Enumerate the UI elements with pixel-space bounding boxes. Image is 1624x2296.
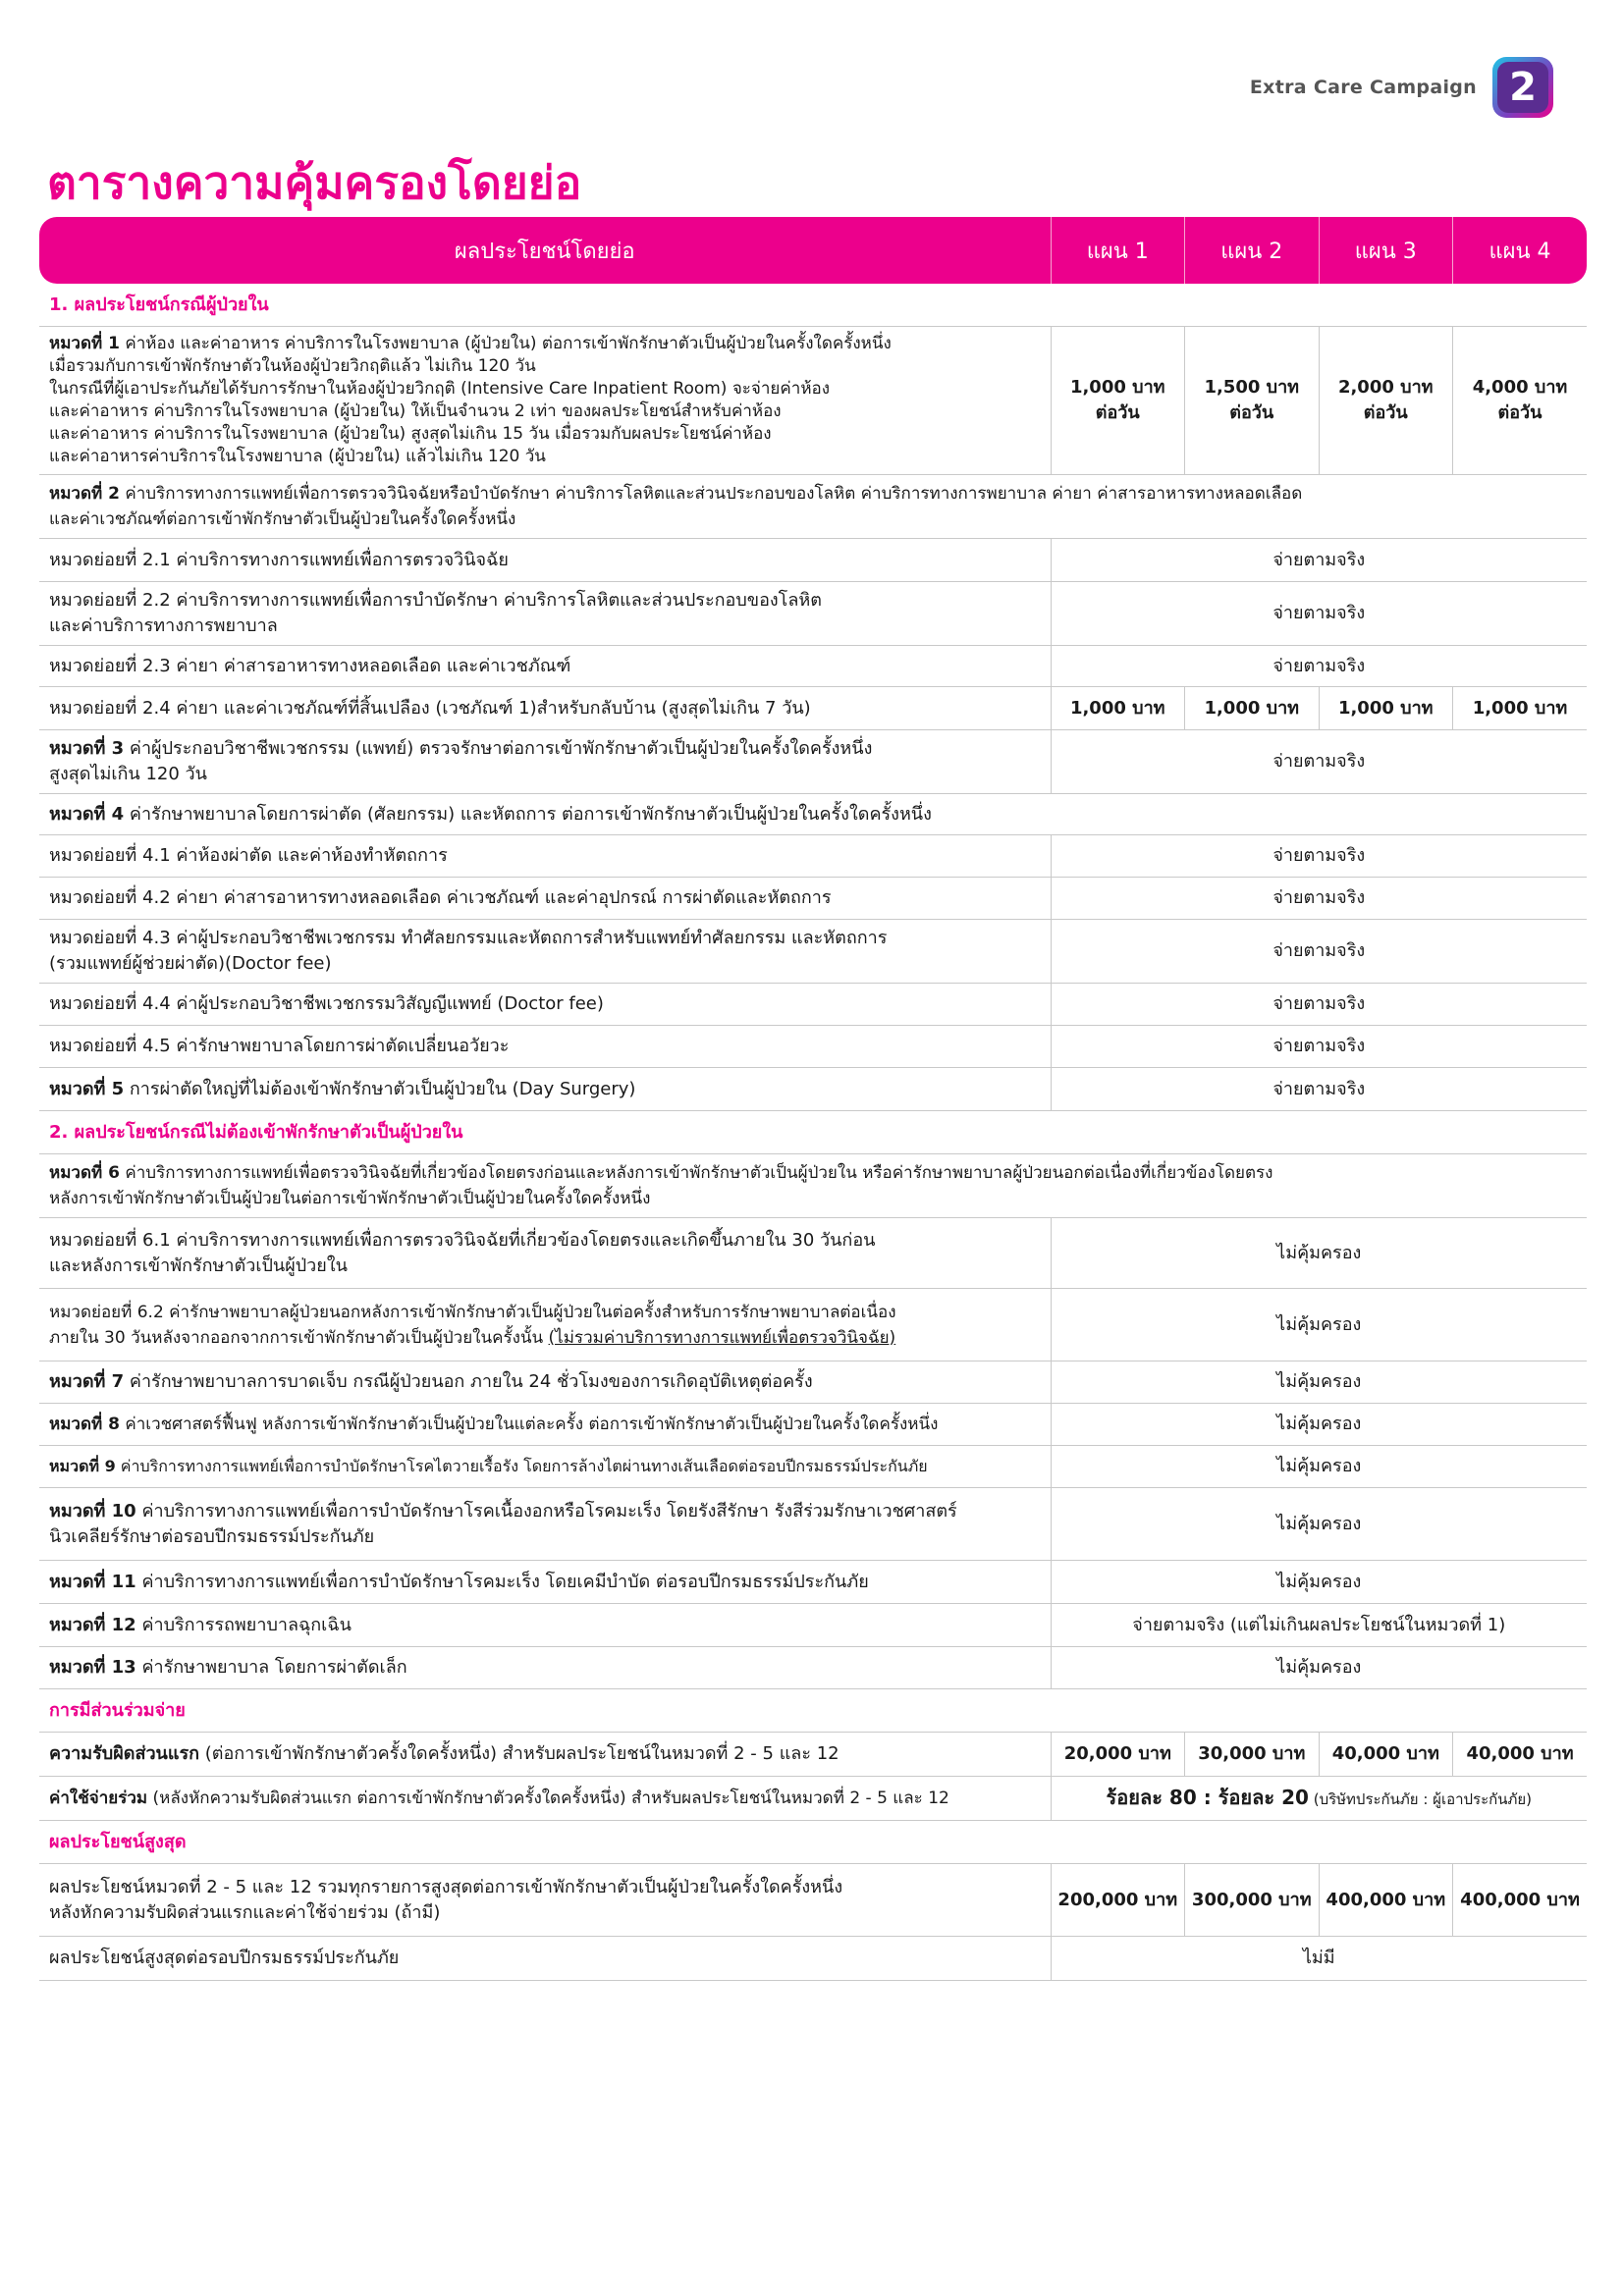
- table-row-4-4: หมวดย่อยที่ 4.4 ค่าผู้ประกอบวิชาชีพเวชกรรมวิสัญญีแพทย์ (Doctor fee) จ่ายตามจริง: [39, 984, 1587, 1026]
- page-title: ตารางความคุ้มครองโดยย่อ: [47, 156, 582, 209]
- table-row-6-1: หมวดย่อยที่ 6.1 ค่าบริการทางการแพทย์เพื่อการตรวจวินิจฉัยที่เกี่ยวข้องโดยตรงและเกิดขึ้นภายใน 30 วันก่อน และหลังการเข้าพักรักษาตัวเป็นผู้ป่วยใน ไม่คุ้มครอง: [39, 1218, 1587, 1289]
- page-number-badge: [1492, 57, 1553, 118]
- table-row-2-4: หมวดย่อยที่ 2.4 ค่ายา และค่าเวชภัณฑ์ที่สิ้นเปลือง (เวชภัณฑ์ 1)สำหรับกลับบ้าน (สูงสุดไม่เกิน 7 วัน) 1,000 บาท 1,000 บาท 1,000 บาท 1,000 บาท: [39, 687, 1587, 730]
- value-category-10: ไม่คุ้มครอง: [1051, 1488, 1587, 1561]
- max-plan-3: 400,000 บาท: [1319, 1864, 1453, 1937]
- table-row-category-7: หมวดที่ 7 ค่ารักษาพยาบาลการบาดเจ็บ กรณีผู้ป่วยนอก ภายใน 24 ชั่วโมงของการเกิดอุบัติเหตุต่อครั้ง ไม่คุ้มครอง: [39, 1362, 1587, 1404]
- table-row-category-6: หมวดที่ 6 ค่าบริการทางการแพทย์เพื่อตรวจวินิจฉัยที่เกี่ยวข้องโดยตรงก่อนและหลังการเข้าพักรักษาตัวเป็นผู้ป่วยใน หรือค่ารักษาพยาบาลผู้ป่วยนอกต่อเนื่องที่เกี่ยวข้องโดยตรง หลังการเข้าพักรักษาตัวเป็นผู้ป่วยในต่อการเข้าพักรักษาตัวเป็นผู้ป่วยในครั้งใดครั้งหนึ่ง: [39, 1154, 1587, 1218]
- table-row-category-4: หมวดที่ 4 ค่ารักษาพยาบาลโดยการผ่าตัด (ศัลยกรรม) และหัตถการ ต่อการเข้าพักรักษาตัวเป็นผู้ป่วยในครั้งใดครั้งหนึ่ง: [39, 794, 1587, 835]
- value-6-2: ไม่คุ้มครอง: [1051, 1289, 1587, 1362]
- value-4-5: จ่ายตามจริง: [1051, 1026, 1587, 1068]
- max-plan-2: 300,000 บาท: [1185, 1864, 1320, 1937]
- section-cost-sharing: การมีส่วนร่วมจ่าย: [39, 1689, 1587, 1733]
- table-row-category-13: หมวดที่ 13 ค่ารักษาพยาบาล โดยการผ่าตัดเล็ก ไม่คุ้มครอง: [39, 1647, 1587, 1689]
- deductible-plan-4: 40,000 บาท: [1453, 1733, 1588, 1777]
- value-category-8: ไม่คุ้มครอง: [1051, 1404, 1587, 1446]
- table-row-max-per-admission: ผลประโยชน์หมวดที่ 2 - 5 และ 12 รวมทุกรายการสูงสุดต่อการเข้าพักรักษาตัวเป็นผู้ป่วยในครั้งใดครั้งหนึ่ง หลังหักความรับผิดส่วนแรกและค่าใช้จ่ายร่วม (ถ้ามี) 200,000 บาท 300,000 บาท 400,000 บาท 400,000 บาท: [39, 1864, 1587, 1937]
- category-1-plan-2: 1,500 บาท ต่อวัน: [1185, 327, 1320, 475]
- table-header-row: [39, 217, 1587, 284]
- table-row-category-5: หมวดที่ 5 การผ่าตัดใหญ่ที่ไม่ต้องเข้าพักรักษาตัวเป็นผู้ป่วยใน (Day Surgery) จ่ายตามจริง: [39, 1068, 1587, 1111]
- table-row-category-1: [39, 327, 1587, 475]
- table-row-2-3: หมวดย่อยที่ 2.3 ค่ายา ค่าสารอาหารทางหลอดเลือด และค่าเวชภัณฑ์ จ่ายตามจริง: [39, 646, 1587, 687]
- value-2-4-plan-3: 1,000 บาท: [1319, 687, 1453, 730]
- section-maximum-benefit: ผลประโยชน์สูงสุด: [39, 1821, 1587, 1864]
- value-category-5: จ่ายตามจริง: [1051, 1068, 1587, 1111]
- deductible-plan-3: 40,000 บาท: [1319, 1733, 1453, 1777]
- value-4-2: จ่ายตามจริง: [1051, 878, 1587, 920]
- deductible-plan-2: 30,000 บาท: [1185, 1733, 1320, 1777]
- table-row-4-3: หมวดย่อยที่ 4.3 ค่าผู้ประกอบวิชาชีพเวชกรรม ทำศัลยกรรมและหัตถการสำหรับแพทย์ทำศัลยกรรม และหัตถการ (รวมแพทย์ผู้ช่วยผ่าตัด)(Doctor fee) จ่ายตามจริง: [39, 920, 1587, 984]
- max-plan-1: 200,000 บาท: [1051, 1864, 1185, 1937]
- header-benefit: ผลประโยชน์โดยย่อ: [39, 217, 1051, 284]
- coinsurance-value: ร้อยละ 80 : ร้อยละ 20 (บริษัทประกันภัย : ผู้เอาประกันภัย): [1051, 1777, 1587, 1821]
- category-1-plan-4: 4,000 บาท ต่อวัน: [1453, 327, 1588, 475]
- value-2-4-plan-4: 1,000 บาท: [1453, 687, 1588, 730]
- value-6-1: ไม่คุ้มครอง: [1051, 1218, 1587, 1289]
- category-1-plan-1: 1,000 บาท ต่อวัน: [1051, 327, 1185, 475]
- table-row-category-12: หมวดที่ 12 ค่าบริการรถพยาบาลฉุกเฉิน จ่ายตามจริง (แต่ไม่เกินผลประโยชน์ในหมวดที่ 1): [39, 1604, 1587, 1647]
- value-category-3: จ่ายตามจริง: [1051, 730, 1587, 794]
- table-row-coinsurance: ค่าใช้จ่ายร่วม (หลังหักความรับผิดส่วนแรก ต่อการเข้าพักรักษาตัวครั้งใดครั้งหนึ่ง) สำหรับผลประโยชน์ในหมวดที่ 2 - 5 และ 12 ร้อยละ 80 : ร้อยละ 20 (บริษัทประกันภัย : ผู้เอาประกันภัย): [39, 1777, 1587, 1821]
- table-row-4-5: หมวดย่อยที่ 4.5 ค่ารักษาพยาบาลโดยการผ่าตัดเปลี่ยนอวัยวะ จ่ายตามจริง: [39, 1026, 1587, 1068]
- deductible-plan-1: 20,000 บาท: [1051, 1733, 1185, 1777]
- table-row-max-per-year: ผลประโยชน์สูงสุดต่อรอบปีกรมธรรม์ประกันภัย ไม่มี: [39, 1937, 1587, 1981]
- value-2-4-plan-2: 1,000 บาท: [1185, 687, 1320, 730]
- table-row-4-2: หมวดย่อยที่ 4.2 ค่ายา ค่าสารอาหารทางหลอดเลือด ค่าเวชภัณฑ์ และค่าอุปกรณ์ การผ่าตัดและหัตถการ จ่ายตามจริง: [39, 878, 1587, 920]
- value-2-3: จ่ายตามจริง: [1051, 646, 1587, 687]
- value-2-2: จ่ายตามจริง: [1051, 582, 1587, 646]
- value-4-1: จ่ายตามจริง: [1051, 835, 1587, 878]
- section-inpatient: 1. ผลประโยชน์กรณีผู้ป่วยใน: [39, 284, 1587, 327]
- table-row-deductible: ความรับผิดส่วนแรก (ต่อการเข้าพักรักษาตัวครั้งใดครั้งหนึ่ง) สำหรับผลประโยชน์ในหมวดที่ 2 - 5 และ 12 20,000 บาท 30,000 บาท 40,000 บาท 40,000 บาท: [39, 1733, 1587, 1777]
- value-category-12: จ่ายตามจริง (แต่ไม่เกินผลประโยชน์ในหมวดที่ 1): [1051, 1604, 1587, 1647]
- page-number: 2: [1497, 62, 1548, 113]
- table-row-category-11: หมวดที่ 11 ค่าบริการทางการแพทย์เพื่อการบำบัดรักษาโรคมะเร็ง โดยเคมีบำบัด ต่อรอบปีกรมธรรม์ประกันภัย ไม่คุ้มครอง: [39, 1561, 1587, 1604]
- campaign-name: Extra Care Campaign: [1249, 77, 1477, 98]
- campaign-brand: [1250, 57, 1553, 118]
- coverage-table: [39, 217, 1587, 1981]
- header-plan-1: แผน 1: [1051, 217, 1185, 284]
- value-4-3: จ่ายตามจริง: [1051, 920, 1587, 984]
- table-row-4-1: หมวดย่อยที่ 4.1 ค่าห้องผ่าตัด และค่าห้องทำหัตถการ จ่ายตามจริง: [39, 835, 1587, 878]
- value-2-4-plan-1: 1,000 บาท: [1051, 687, 1185, 730]
- category-1-plan-3: 2,000 บาท ต่อวัน: [1319, 327, 1453, 475]
- table-row-category-2: [39, 475, 1587, 539]
- max-per-year-value: ไม่มี: [1051, 1937, 1587, 1981]
- value-category-13: ไม่คุ้มครอง: [1051, 1647, 1587, 1689]
- max-plan-4: 400,000 บาท: [1453, 1864, 1588, 1937]
- value-category-11: ไม่คุ้มครอง: [1051, 1561, 1587, 1604]
- table-row-category-3: หมวดที่ 3 ค่าผู้ประกอบวิชาชีพเวชกรรม (แพทย์) ตรวจรักษาต่อการเข้าพักรักษาตัวเป็นผู้ป่วยในครั้งใดครั้งหนึ่ง สูงสุดไม่เกิน 120 วัน จ่ายตามจริง: [39, 730, 1587, 794]
- table-row-category-9: หมวดที่ 9 ค่าบริการทางการแพทย์เพื่อการบำบัดรักษาโรคไตวายเรื้อรัง โดยการล้างไตผ่านทางเส้นเลือดต่อรอบปีกรมธรรม์ประกันภัย ไม่คุ้มครอง: [39, 1446, 1587, 1488]
- table-row-6-2: หมวดย่อยที่ 6.2 ค่ารักษาพยาบาลผู้ป่วยนอกหลังการเข้าพักรักษาตัวเป็นผู้ป่วยในต่อครั้งสำหรับการรักษาพยาบาลต่อเนื่อง ภายใน 30 วันหลังจากออกจากการเข้าพักรักษาตัวเป็นผู้ป่วยในครั้งนั้น (ไม่รวมค่าบริการทางการแพทย์เพื่อตรวจวินิจฉัย) ไม่คุ้มครอง: [39, 1289, 1587, 1362]
- table-row-category-10: หมวดที่ 10 ค่าบริการทางการแพทย์เพื่อการบำบัดรักษาโรคเนื้องอกหรือโรคมะเร็ง โดยรังสีรักษา รังสีร่วมรักษาเวชศาสตร์ นิวเคลียร์รักษาต่อรอบปีกรมธรรม์ประกันภัย ไม่คุ้มครอง: [39, 1488, 1587, 1561]
- value-2-1: จ่ายตามจริง: [1051, 539, 1587, 582]
- table-row-2-2: หมวดย่อยที่ 2.2 ค่าบริการทางการแพทย์เพื่อการบำบัดรักษา ค่าบริการโลหิตและส่วนประกอบของโลหิต และค่าบริการทางการพยาบาล จ่ายตามจริง: [39, 582, 1587, 646]
- header-plan-3: แผน 3: [1319, 217, 1453, 284]
- value-category-7: ไม่คุ้มครอง: [1051, 1362, 1587, 1404]
- header-plan-2: แผน 2: [1185, 217, 1320, 284]
- section-outpatient: 2. ผลประโยชน์กรณีไม่ต้องเข้าพักรักษาตัวเป็นผู้ป่วยใน: [39, 1111, 1587, 1154]
- category-2-desc: หมวดที่ 2 ค่าบริการทางการแพทย์เพื่อการตรวจวินิจฉัยหรือบำบัดรักษา ค่าบริการโลหิตและส่วนประกอบของโลหิต ค่าบริการทางการพยาบาล ค่ายา ค่าสารอาหารทางหลอดเลือด และค่าเวชภัณฑ์ต่อการเข้าพักรักษาตัวเป็นผู้ป่วยในครั้งใดครั้งหนึ่ง: [39, 475, 1587, 539]
- table-row-category-8: หมวดที่ 8 ค่าเวชศาสตร์ฟื้นฟู หลังการเข้าพักรักษาตัวเป็นผู้ป่วยในแต่ละครั้ง ต่อการเข้าพักรักษาตัวเป็นผู้ป่วยในครั้งใดครั้งหนึ่ง ไม่คุ้มครอง: [39, 1404, 1587, 1446]
- table-row-2-1: หมวดย่อยที่ 2.1 ค่าบริการทางการแพทย์เพื่อการตรวจวินิจฉัย จ่ายตามจริง: [39, 539, 1587, 582]
- value-4-4: จ่ายตามจริง: [1051, 984, 1587, 1026]
- category-1-desc: หมวดที่ 1 ค่าห้อง และค่าอาหาร ค่าบริการในโรงพยาบาล (ผู้ป่วยใน) ต่อการเข้าพักรักษาตัวเป็นผู้ป่วยในครั้งใดครั้งหนึ่ง เมื่อรวมกับการเข้าพักรักษาตัวในห้องผู้ป่วยวิกฤติแล้ว ไม่เกิน 120 วัน ในกรณีที่ผู้เอาประกันภัยได้รับการรักษาในห้องผู้ป่วยวิกฤติ (Intensive Care Inpatient Room) จะจ่ายค่าห้อง และค่าอาหาร ค่าบริการในโรงพยาบาล (ผู้ป่วยใน) ให้เป็นจำนวน 2 เท่า ของผลประโยชน์สำหรับค่าห้อง และค่าอาหาร ค่าบริการในโรงพยาบาล (ผู้ป่วยใน) สูงสุดไม่เกิน 15 วัน เมื่อรวมกับผลประโยชน์ค่าห้อง และค่าอาหารค่าบริการในโรงพยาบาล (ผู้ป่วยใน) แล้วไม่เกิน 120 วัน: [39, 327, 1051, 475]
- header-plan-4: แผน 4: [1453, 217, 1588, 284]
- value-category-9: ไม่คุ้มครอง: [1051, 1446, 1587, 1488]
